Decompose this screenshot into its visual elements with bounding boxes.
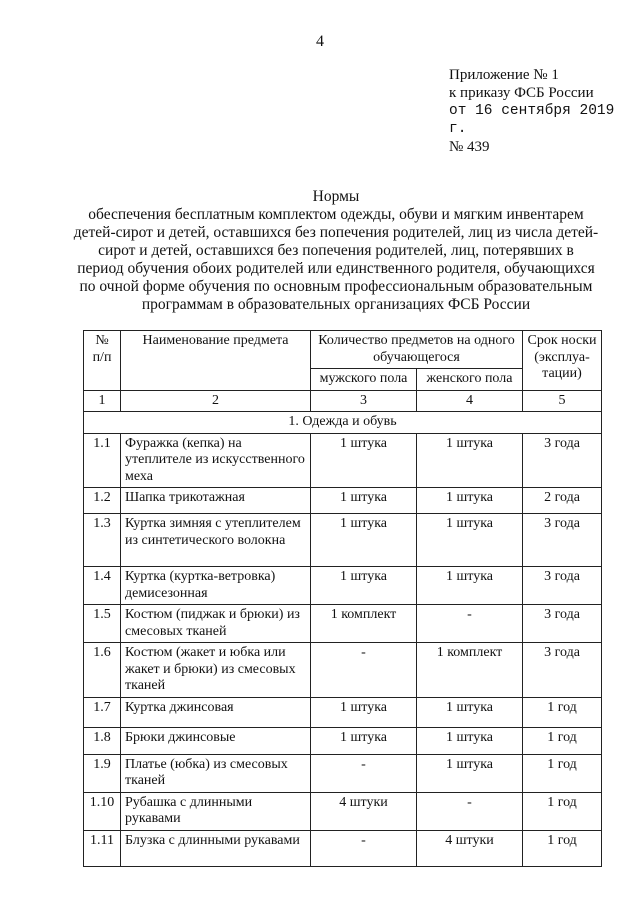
subtitle-line: сирот и детей, оставшихся без попечения родителей, лиц, потерявших в bbox=[98, 242, 574, 259]
item-number: 1.5 bbox=[84, 605, 121, 643]
index-row bbox=[84, 390, 602, 412]
index-cell: 2 bbox=[121, 390, 311, 412]
item-male-qty: 1 штука bbox=[311, 514, 417, 567]
item-term: 3 года bbox=[523, 605, 602, 643]
section-row bbox=[84, 412, 602, 434]
item-female-qty: - bbox=[417, 605, 523, 643]
item-male-qty: - bbox=[311, 830, 417, 866]
item-male-qty: 1 штука bbox=[311, 727, 417, 754]
item-female-qty: 1 штука bbox=[417, 727, 523, 754]
table-row bbox=[84, 792, 602, 830]
header-male: мужского пола bbox=[311, 369, 417, 391]
item-male-qty: 1 штука bbox=[311, 697, 417, 727]
item-term: 2 года bbox=[523, 488, 602, 514]
table-row bbox=[84, 754, 602, 792]
item-female-qty: 1 штука bbox=[417, 754, 523, 792]
item-male-qty: 1 штука bbox=[311, 567, 417, 605]
subtitle-line: детей-сирот и детей, оставшихся без попечения родителей, лиц из числа детей- bbox=[73, 224, 599, 241]
item-male-qty: 1 штука bbox=[311, 488, 417, 514]
index-cell: 3 bbox=[311, 390, 417, 412]
item-name: Брюки джинсовые bbox=[121, 727, 311, 754]
item-number: 1.2 bbox=[84, 488, 121, 514]
table-row bbox=[84, 697, 602, 727]
item-female-qty: 1 штука bbox=[417, 433, 523, 488]
item-term: 3 года bbox=[523, 567, 602, 605]
item-number: 1.7 bbox=[84, 697, 121, 727]
item-number: 1.6 bbox=[84, 643, 121, 698]
item-name: Костюм (жакет и юбка или жакет и брюки) из смесовых тканей bbox=[121, 643, 311, 698]
item-number: 1.8 bbox=[84, 727, 121, 754]
subtitle-line: обеспечения бесплатным комплектом одежды, обуви и мягким инвентарем bbox=[88, 206, 584, 223]
item-male-qty: 1 комплект bbox=[311, 605, 417, 643]
item-term: 3 года bbox=[523, 643, 602, 698]
table-row bbox=[84, 605, 602, 643]
header-name: Наименование предмета bbox=[121, 331, 311, 391]
item-term: 3 года bbox=[523, 514, 602, 567]
table-row bbox=[84, 727, 602, 754]
item-name: Блузка с длинными рукавами bbox=[121, 830, 311, 866]
norms-table bbox=[83, 330, 602, 867]
index-cell: 1 bbox=[84, 390, 121, 412]
item-male-qty: 4 штуки bbox=[311, 792, 417, 830]
appendix-line: Приложение № 1 bbox=[449, 67, 559, 83]
item-name: Фуражка (кепка) на утеплителе из искусственного меха bbox=[121, 433, 311, 488]
item-name: Куртка зимняя с утеплителем из синтетического волокна bbox=[121, 514, 311, 567]
item-male-qty: - bbox=[311, 643, 417, 698]
item-name: Платье (юбка) из смесовых тканей bbox=[121, 754, 311, 792]
subtitle-line: период обучения обоих родителей или единственного родителя, обучающихся bbox=[77, 260, 595, 277]
item-number: 1.3 bbox=[84, 514, 121, 567]
item-number: 1.9 bbox=[84, 754, 121, 792]
appendix-block bbox=[449, 66, 640, 156]
table-row bbox=[84, 433, 602, 488]
item-male-qty: - bbox=[311, 754, 417, 792]
item-name: Куртка джинсовая bbox=[121, 697, 311, 727]
header-num: № п/п bbox=[84, 331, 121, 391]
subtitle-line: по очной форме обучения по основным профессиональным образовательным bbox=[79, 278, 593, 295]
table-row bbox=[84, 643, 602, 698]
item-number: 1.1 bbox=[84, 433, 121, 488]
document-title: Нормы bbox=[312, 188, 360, 205]
table-row bbox=[84, 488, 602, 514]
item-female-qty: 1 штука bbox=[417, 697, 523, 727]
item-name: Рубашка с длинными рукавами bbox=[121, 792, 311, 830]
item-female-qty: 1 комплект bbox=[417, 643, 523, 698]
item-term: 1 год bbox=[523, 727, 602, 754]
item-female-qty: 1 штука bbox=[417, 488, 523, 514]
table-row bbox=[84, 567, 602, 605]
item-number: 1.10 bbox=[84, 792, 121, 830]
item-number: 1.4 bbox=[84, 567, 121, 605]
item-male-qty: 1 штука bbox=[311, 433, 417, 488]
appendix-date: от 16 сентября 2019 г. bbox=[449, 103, 615, 137]
item-number: 1.11 bbox=[84, 830, 121, 866]
header-term: Срок носки (эксплуа-тации) bbox=[523, 331, 602, 391]
item-female-qty: 4 штуки bbox=[417, 830, 523, 866]
item-term: 1 год bbox=[523, 792, 602, 830]
item-female-qty: 1 штука bbox=[417, 514, 523, 567]
index-cell: 5 bbox=[523, 390, 602, 412]
document-title-block bbox=[70, 188, 602, 314]
section-title: 1. Одежда и обувь bbox=[84, 412, 602, 434]
item-female-qty: 1 штука bbox=[417, 567, 523, 605]
appendix-number: № 439 bbox=[449, 139, 490, 155]
subtitle-line: программам в образовательных организациях ФСБ России bbox=[141, 296, 531, 313]
table-row bbox=[84, 830, 602, 866]
item-name: Костюм (пиджак и брюки) из смесовых тканей bbox=[121, 605, 311, 643]
item-name: Куртка (куртка-ветровка) демисезонная bbox=[121, 567, 311, 605]
header-female: женского пола bbox=[417, 369, 523, 391]
item-term: 1 год bbox=[523, 830, 602, 866]
item-female-qty: - bbox=[417, 792, 523, 830]
item-term: 1 год bbox=[523, 697, 602, 727]
header-quantity: Количество предметов на одного обучающегося bbox=[311, 331, 523, 369]
index-cell: 4 bbox=[417, 390, 523, 412]
item-term: 1 год bbox=[523, 754, 602, 792]
page-number: 4 bbox=[316, 33, 324, 50]
item-term: 3 года bbox=[523, 433, 602, 488]
table-row bbox=[84, 514, 602, 567]
item-name: Шапка трикотажная bbox=[121, 488, 311, 514]
appendix-line: к приказу ФСБ России bbox=[449, 85, 594, 101]
table-body bbox=[84, 433, 602, 866]
